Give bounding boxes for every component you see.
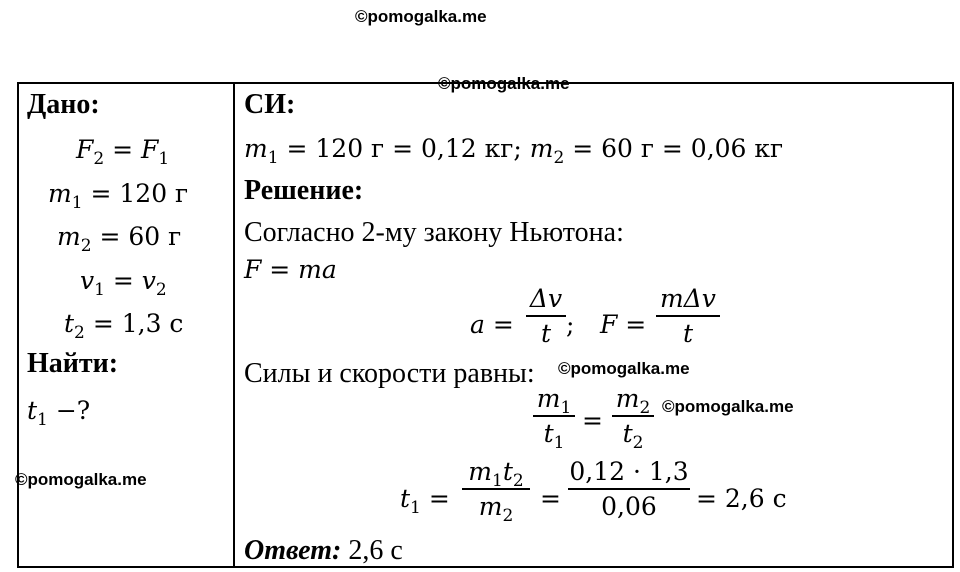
fraction-bar — [462, 488, 530, 490]
watermark-top: ©pomogalka.me — [355, 7, 487, 26]
find-title: Найти: — [27, 348, 119, 379]
force-numerator: mΔv — [660, 284, 716, 313]
fraction-bar — [568, 488, 690, 490]
si-title: СИ: — [244, 89, 296, 120]
si-conversion: $m_1 = 120$ г = 0,12 кг; $m_2 = 60$ г = 0,06 кг — [244, 134, 784, 168]
acceleration-lhs: a = — [470, 310, 514, 339]
find-time-1: $t_1$ −? — [27, 396, 91, 430]
ratio-equals: = — [582, 406, 603, 435]
fraction-bar — [656, 315, 720, 317]
result-numeric-denominator: 0,06 — [601, 492, 657, 521]
watermark-mid: ©pomogalka.me — [558, 359, 690, 378]
given-mass-2: $m_2 = 60$ г — [57, 222, 182, 256]
result-equals: = — [540, 484, 561, 513]
watermark-left: ©pomogalka.me — [15, 470, 147, 489]
acceleration-denominator: t — [540, 319, 552, 348]
watermark-header: ©pomogalka.me — [438, 74, 570, 93]
given-force-equality: $F_2 = F_1$ — [76, 135, 170, 169]
fraction-bar — [533, 415, 575, 417]
solution-title: Решение: — [244, 175, 364, 206]
force-denominator: t — [682, 319, 694, 348]
given-time-2: $t_2 = 1,3$ с — [64, 309, 184, 343]
result-numeric-numerator: 0,12 · 1,3 — [569, 457, 689, 486]
ratio-left-fraction: $m_1$ $t_1$ — [533, 386, 575, 446]
result-symbolic-fraction: $m_1t_2$ $m_2$ — [462, 459, 530, 519]
table-divider — [233, 82, 235, 568]
answer-value: 2,6 с — [341, 535, 403, 566]
solution-equal-text: Силы и скорости равны: — [244, 358, 535, 389]
ratio-right-fraction: $m_2$ $t_2$ — [612, 386, 654, 446]
given-speed-equality: $v_1 = v_2$ — [80, 266, 167, 300]
given-title: Дано: — [27, 89, 100, 120]
given-mass-1: $m_1 = 120$ г — [48, 179, 189, 213]
acceleration-numerator: Δv — [529, 284, 563, 313]
result-final-value: = 2,6 с — [696, 484, 787, 513]
formula-separator: ; — [566, 310, 575, 339]
solution-newton-formula: F = ma — [244, 255, 337, 284]
answer-line — [244, 537, 403, 565]
fraction-bar — [526, 315, 566, 317]
result-numeric-fraction — [568, 459, 690, 519]
answer-label: Ответ: — [244, 535, 342, 566]
result-lhs: $t_1$ = — [400, 484, 450, 518]
watermark-right: ©pomogalka.me — [662, 397, 794, 416]
force-fraction — [656, 286, 720, 346]
acceleration-fraction — [526, 286, 566, 346]
force-lhs: F = — [600, 310, 647, 339]
solution-newton-law-text: Согласно 2-му закону Ньютона: — [244, 217, 624, 248]
fraction-bar — [612, 415, 654, 417]
